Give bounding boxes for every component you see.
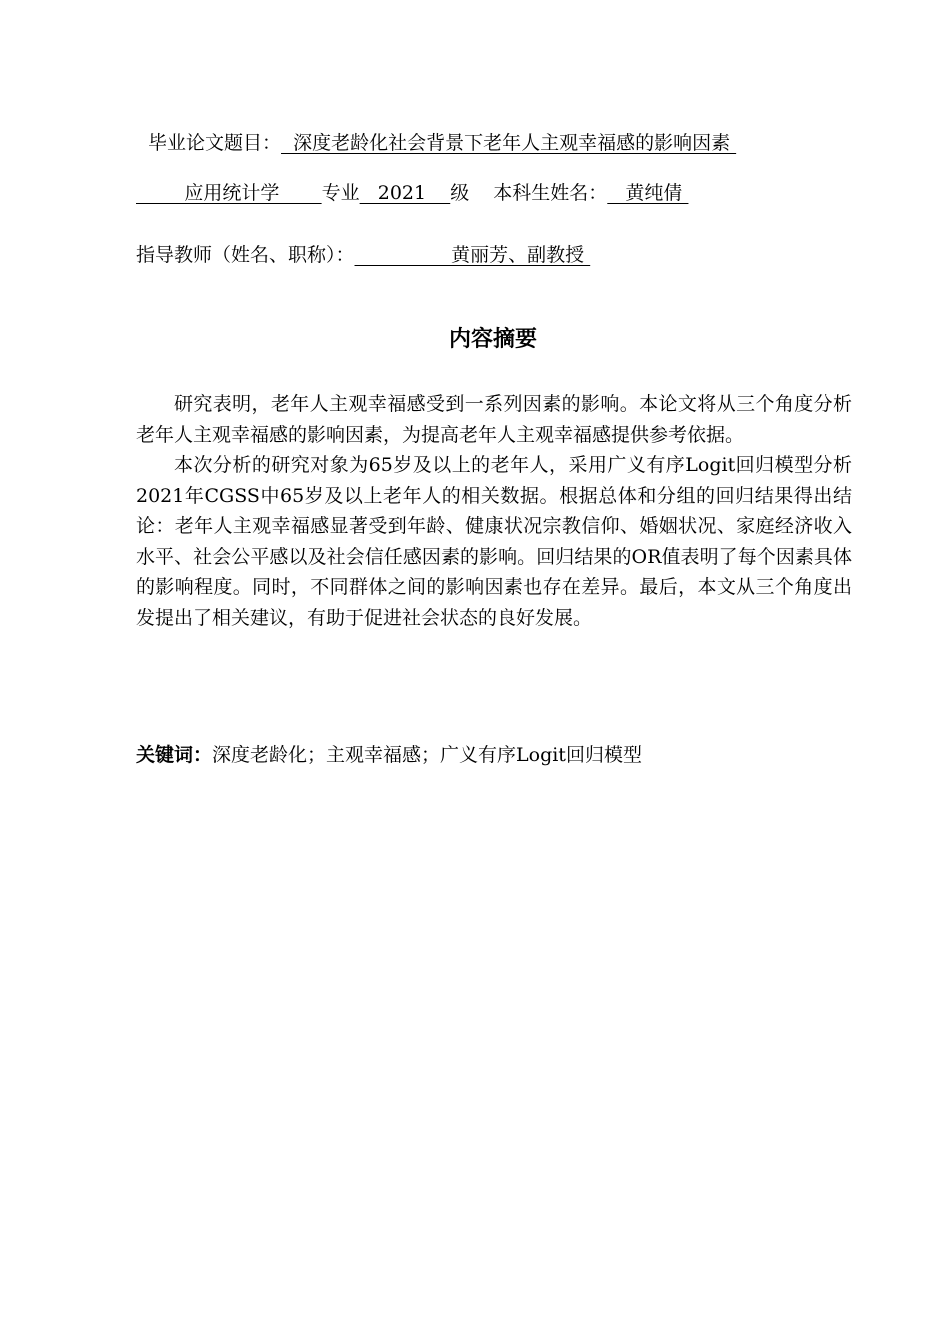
keywords-line: [136, 741, 642, 769]
advisor-value: 黄丽芳、副教授: [354, 244, 591, 266]
thesis-title-label: 毕业论文题目：: [148, 132, 282, 154]
abstract-heading: 内容摘要: [448, 327, 537, 352]
abstract-paragraph: 本次分析的研究对象为65岁及以上的老年人，采用广义有序Logit回归模型分析2021年CGSS中65岁及以上老年人的相关数据。根据总体和分组的回归结果得出结论：老年人主观幸福感显著受到年龄、健康状况宗教信仰、婚姻状况、家庭经济收入水平、社会公平感以及社会信任感因素的影响。回归结果的OR值表明了每个因素具体的影响程度。同时，不同群体之间的影响因素也存在差异。最后，本文从三个角度出发提出了相关建议，有助于促进社会状态的良好发展。: [136, 454, 852, 629]
major-value: 应用统计学: [136, 182, 322, 204]
advisor-label: 指导教师（姓名、职称）：: [136, 244, 355, 266]
grade-value: 2021: [359, 182, 451, 204]
grade-label: 级: [450, 182, 470, 204]
keywords-value: 深度老龄化；主观幸福感；广义有序Logit回归模型: [212, 744, 642, 766]
student-name-label: 本科生姓名：: [493, 182, 608, 204]
thesis-title-line: [148, 130, 736, 156]
student-name-value: 黄纯倩: [607, 182, 689, 204]
major-label: 专业: [321, 182, 360, 204]
thesis-title-value: 深度老龄化社会背景下老年人主观幸福感的影响因素: [281, 132, 737, 154]
advisor-line: [136, 242, 590, 268]
abstract-body: [136, 389, 852, 633]
keywords-label: 关键词：: [136, 744, 213, 766]
major-grade-student-line: [136, 180, 688, 206]
abstract-paragraph: 研究表明，老年人主观幸福感受到一系列因素的影响。本论文将从三个角度分析老年人主观幸福感的影响因素，为提高老年人主观幸福感提供参考依据。: [136, 393, 852, 446]
